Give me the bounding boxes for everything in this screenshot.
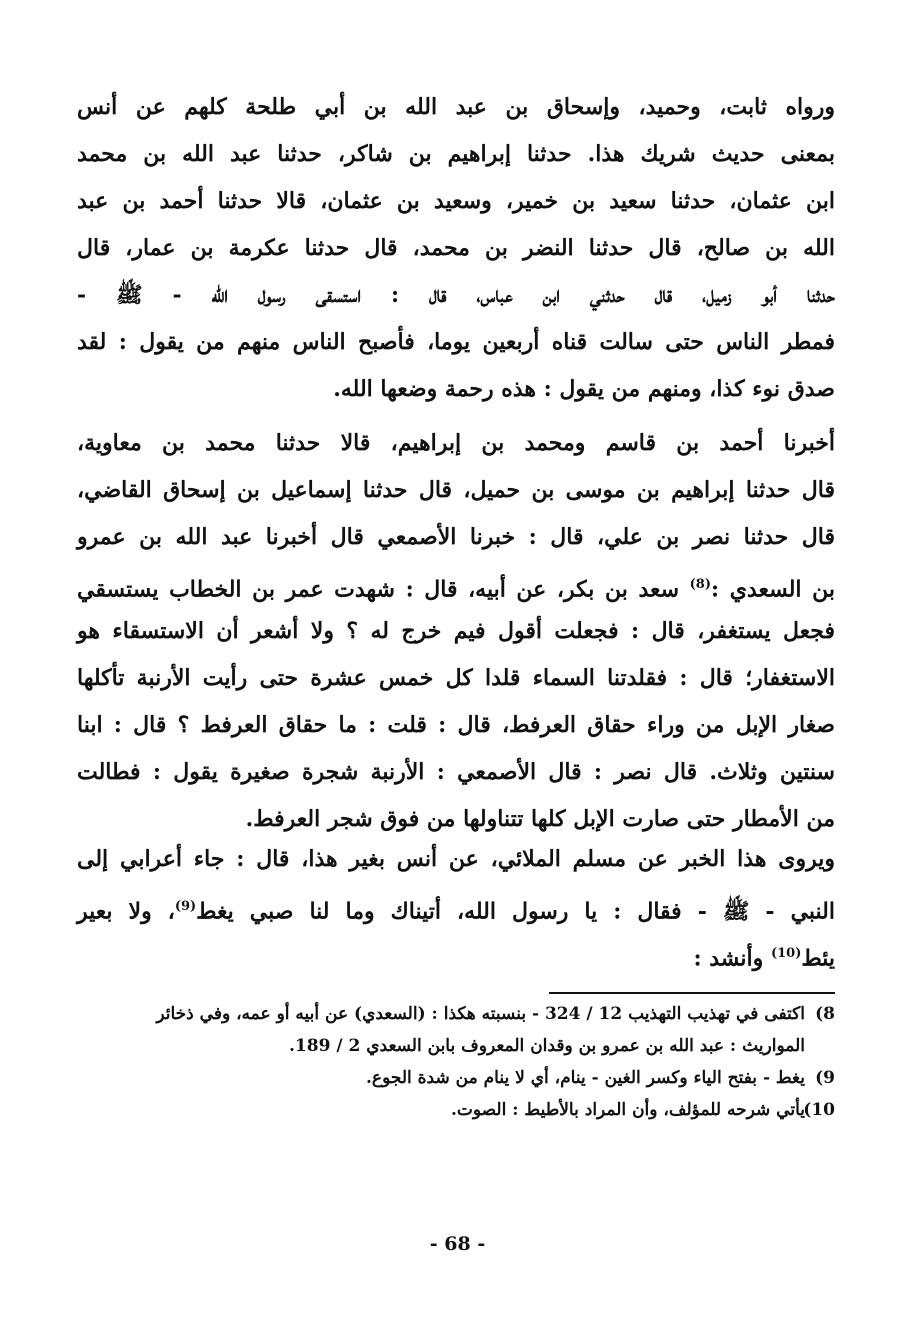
footnote-line (77, 998, 835, 1030)
footnote-number: 9) (815, 1068, 835, 1088)
footnote-marker-10[interactable]: (10) (770, 946, 802, 961)
footnote-separator (549, 992, 835, 994)
text-line: حدثنا أبو زميل، قال حدثني ابن عباس، قال : استسقى رسول الله - ﷺ - (77, 282, 835, 308)
footnote-line (77, 1062, 835, 1094)
text-line: سنتين وثلاث. قال نصر : قال الأصمعي : الأرنبة شجرة صغيرة يقول : فطالت (77, 759, 835, 785)
footnote-9 (77, 1062, 835, 1094)
footnote-number: 10) (803, 1100, 835, 1120)
footnote-8 (77, 998, 835, 1062)
text-line: صدق نوء كذا، ومنهم من يقول : هذه رحمة وضعها الله. (333, 376, 835, 402)
text-line: أخبرنا أحمد بن قاسم ومحمد بن إبراهيم، قالا حدثنا محمد بن معاوية، (77, 430, 835, 456)
text-segment: النبي - ﷺ - فقال : يا رسول الله، أتيناك وما لنا صبي يغط (196, 898, 835, 925)
text-line: الله بن صالح، قال حدثنا النضر بن محمد، قال حدثنا عكرمة بن عمار، قال (77, 235, 835, 261)
text-line-with-footnote (77, 561, 835, 608)
text-line: بمعنى حديث شريك هذا. حدثنا إبراهيم بن شاكر، حدثنا عبد الله بن محمد (77, 141, 835, 167)
text-line: فجعل يستغفر، قال : فجعلت أقول فيم خرج له ؟ ولا أشعر أن الاستسقاء هو (77, 618, 835, 644)
text-line-with-footnote (77, 930, 835, 977)
paragraph-3 (77, 836, 835, 977)
text-segment: ، ولا بعير (77, 898, 175, 925)
footnote-text: يغط - بفتح الياء وكسر الغين - ينام، أي لا ينام من شدة الجوع. (366, 1068, 805, 1088)
footnote-line (77, 1094, 835, 1126)
footnotes (77, 998, 835, 1126)
footnote-text: المواريث : عبد الله بن عمرو بن وقدان المعروف بابن السعدي 2 / 189. (288, 1036, 805, 1056)
page-number: - 68 - (429, 1233, 486, 1255)
text-line: فمطر الناس حتى سالت قناه أربعين يوما، فأصبح الناس منهم من يقول : لقد (77, 329, 835, 355)
text-line: من الأمطار حتى صارت الإبل كلها تتناولها من فوق شجر العرفط. (245, 806, 835, 832)
text-segment: وأنشد : (693, 945, 764, 972)
footnote-marker-9[interactable]: (9) (174, 899, 197, 914)
text-line: صغار الإبل من وراء حقاق العرفط، قال : قلت : ما حقاق العرفط ؟ قال : ابنا (77, 712, 835, 738)
text-line-with-footnote (77, 883, 835, 930)
text-line: ويروى هذا الخبر عن مسلم الملائي، عن أنس بغير هذا، قال : جاء أعرابي إلى (77, 846, 835, 872)
footnote-marker-8[interactable]: (8) (689, 577, 711, 592)
footnote-text: اكتفى في تهذيب التهذيب 12 / 324 - بنسبته هكذا : (السعدي) عن أبيه أو عمه، وفي ذخائر (156, 1004, 805, 1024)
text-line: ورواه ثابت، وحميد، وإسحاق بن عبد الله بن أبي طلحة كلهم عن أنس (77, 94, 835, 120)
footnote-number: 8) (815, 1004, 835, 1024)
footnote-text: يأتي شرحه للمؤلف، وأن المراد بالأطيط : الصوت. (450, 1100, 805, 1120)
text-segment: سعد بن بكر، عن أبيه، قال : شهدت عمر بن الخطاب يستسقي (77, 576, 680, 603)
text-line: قال حدثنا نصر بن علي، قال : خبرنا الأصمعي قال أخبرنا عبد الله بن عمرو (77, 524, 835, 550)
text-segment: يئط (801, 945, 835, 972)
footnote-10 (77, 1094, 835, 1126)
text-line: ابن عثمان، حدثنا سعيد بن خمير، وسعيد بن عثمان، قالا حدثنا أحمد بن عبد (77, 188, 835, 214)
text-segment: بن السعدي : (711, 576, 835, 603)
text-line: الاستغفار؛ قال : فقلدتنا السماء قلدا كل خمس عشرة حتى رأيت الأرنبة تأكلها (77, 665, 835, 691)
paragraph-1 (77, 84, 835, 413)
text-line: قال حدثنا إبراهيم بن موسى بن حميل، قال حدثنا إسماعيل بن إسحاق القاضي، (77, 477, 835, 503)
paragraph-2 (77, 420, 835, 843)
